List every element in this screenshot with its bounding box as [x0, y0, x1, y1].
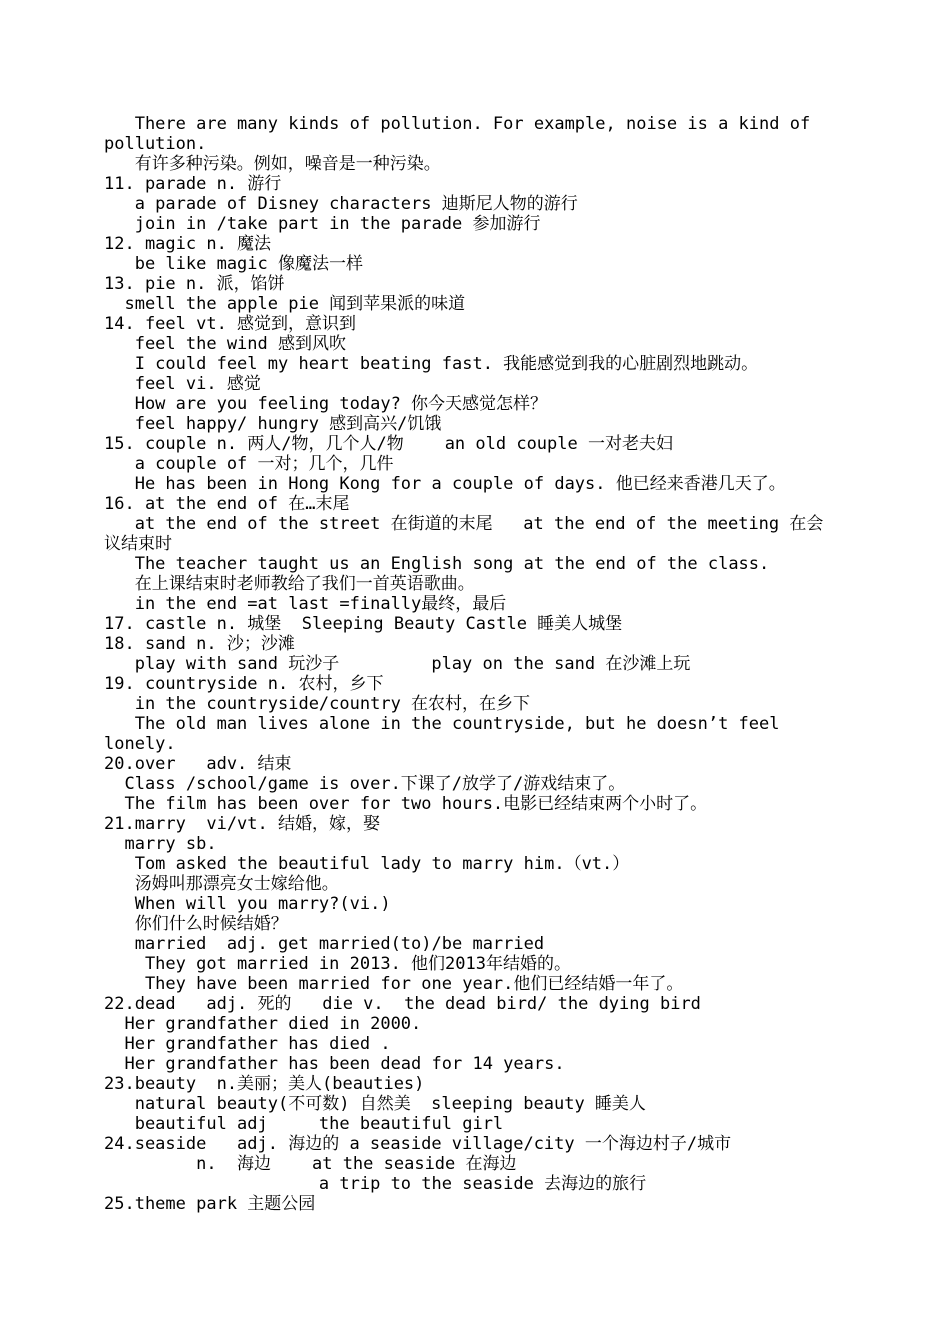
entry-heading: 17. castle n. 城堡 Sleeping Beauty Castle 睡美人城堡 — [104, 614, 623, 634]
text-line: feel vi. 感觉 — [104, 374, 261, 394]
text-line: feel happy/ hungry 感到高兴/饥饿 — [104, 414, 442, 434]
entry-heading: 18. sand n. 沙；沙滩 — [104, 634, 295, 654]
text-line: They have been married for one year.他们已经结婚一年了。 — [104, 974, 684, 994]
text-line: natural beauty(不可数) 自然美 sleeping beauty 睡美人 — [104, 1094, 646, 1114]
text-line: in the countryside/country 在农村，在乡下 — [104, 694, 531, 714]
text-line: married adj. get married(to)/be married — [104, 934, 545, 954]
text-line: feel the wind 感到风吹 — [104, 334, 346, 354]
text-line: I could feel my heart beating fast. 我能感觉到我的心脏剧烈地跳动。 — [104, 354, 759, 374]
text-line: How are you feeling today? 你今天感觉怎样？ — [104, 394, 548, 414]
entry-heading: 11. parade n. 游行 — [104, 174, 282, 194]
entry-heading: 12. magic n. 魔法 — [104, 234, 272, 254]
text-line: Her grandfather has died . — [104, 1034, 391, 1054]
text-line: a couple of 一对；几个，几件 — [104, 454, 394, 474]
text-line: 汤姆叫那漂亮女士嫁给他。 — [104, 874, 339, 894]
text-line: Her grandfather has been dead for 14 years. — [104, 1054, 565, 1074]
text-line: marry sb. — [104, 834, 217, 854]
entry-heading: 16. at the end of 在…末尾 — [104, 494, 350, 514]
text-line: The film has been over for two hours.电影已经结束两个小时了。 — [104, 794, 708, 814]
text-line: smell the apple pie 闻到苹果派的味道 — [104, 294, 466, 314]
entry-heading: 19. countryside n. 农村，乡下 — [104, 674, 384, 694]
text-line: The old man lives alone in the countryside, but he doesn’t feel — [104, 714, 780, 734]
entry-heading: 20.over adv. 结束 — [104, 754, 292, 774]
text-line: 你们什么时候结婚？ — [104, 914, 288, 934]
text-line: a parade of Disney characters 迪斯尼人物的游行 — [104, 194, 578, 214]
entry-heading: 22.dead adj. 死的 die v. the dead bird/ the dying bird — [104, 994, 701, 1014]
text-line: 在上课结束时老师教给了我们一首英语歌曲。 — [104, 574, 475, 594]
text-line: They got married in 2013. 他们2013年结婚的。 — [104, 954, 571, 974]
text-line: join in /take part in the parade 参加游行 — [104, 214, 541, 234]
entry-heading: 25.theme park 主题公园 — [104, 1194, 316, 1214]
text-line: pollution. — [104, 134, 207, 154]
entry-heading: 21.marry vi/vt. 结婚，嫁，娶 — [104, 814, 380, 834]
text-line: He has been in Hong Kong for a couple of days. 他已经来香港几天了。 — [104, 474, 786, 494]
entry-heading: 24.seaside adj. 海边的 a seaside village/city 一个海边村子/城市 — [104, 1134, 732, 1154]
entry-heading: 23.beauty n.美丽；美人(beauties) — [104, 1074, 425, 1094]
text-line: in the end =at last =finally最终，最后 — [104, 594, 507, 614]
text-line: 有许多种污染。例如，噪音是一种污染。 — [104, 154, 441, 174]
text-line: play with sand 玩沙子 play on the sand 在沙滩上玩 — [104, 654, 691, 674]
text-line: lonely. — [104, 734, 176, 754]
text-line: 议结束时 — [104, 534, 172, 554]
text-line: a trip to the seaside 去海边的旅行 — [104, 1174, 647, 1194]
text-line: The teacher taught us an English song at the end of the class. — [104, 554, 770, 574]
text-line: Class /school/game is over.下课了/放学了/游戏结束了。 — [104, 774, 626, 794]
text-line: n. 海边 at the seaside 在海边 — [104, 1154, 517, 1174]
text-line: Her grandfather died in 2000. — [104, 1014, 422, 1034]
entry-heading: 13. pie n. 派，馅饼 — [104, 274, 285, 294]
text-line: Tom asked the beautiful lady to marry him.（vt.） — [104, 854, 630, 874]
text-line: at the end of the street 在街道的末尾 at the end of the meeting 在会 — [104, 514, 824, 534]
text-line: beautiful adj the beautiful girl — [104, 1114, 504, 1134]
text-line: There are many kinds of pollution. For example, noise is a kind of — [104, 114, 811, 134]
entry-heading: 14. feel vt. 感觉到，意识到 — [104, 314, 357, 334]
text-line: When will you marry?(vi.) — [104, 894, 391, 914]
text-line: be like magic 像魔法一样 — [104, 254, 363, 274]
vocabulary-notes — [104, 114, 844, 1214]
entry-heading: 15. couple n. 两人/物，几个人/物 an old couple 一对老夫妇 — [104, 434, 673, 454]
